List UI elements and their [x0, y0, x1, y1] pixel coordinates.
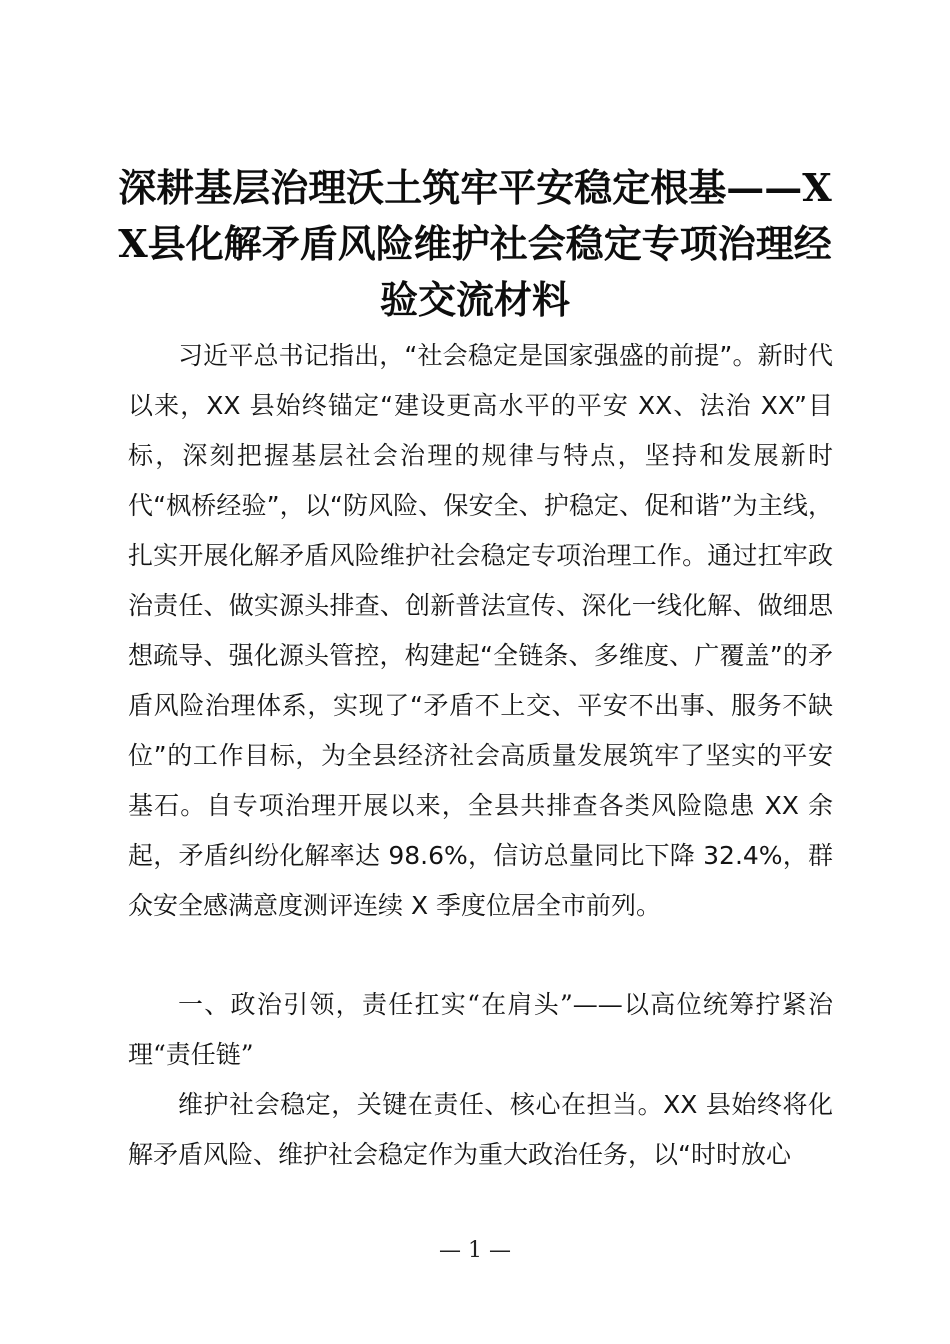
section-1-heading: 一、政治引领，责任扛实“在肩头”——以高位统筹拧紧治理“责任链”	[128, 990, 833, 1069]
intro-paragraph: 习近平总书记指出，“社会稳定是国家强盛的前提”。新时代以来，XX 县始终锚定“建设更高水平的平安 XX、法治 XX”目标，深刻把握基层社会治理的规律与特点，坚持和发展新时代“枫桥经验”，以“防风险、保安全、护稳定、促和谐”为主线，扎实开展化解矛盾风险维护社会稳定专项治理工作。通过扛牢政治责任、做实源头排查、创新普法宣传、深化一线化解、做细思想疏导、强化源头管控，构建起“全链条、多维度、广覆盖”的矛盾风险治理体系，实现了“矛盾不上交、平安不出事、服务不缺位”的工作目标，为全县经济社会高质量发展筑牢了坚实的平安基石。自专项治理开展以来，全县共排查各类风险隐患 XX 余起，矛盾纠纷化解率达 98.6%，信访总量同比下降 32.4%，群众安全感满意度测评连续 X 季度位居全市前列。	[128, 341, 833, 920]
document-title: 深耕基层治理沃土筑牢平安稳定根基——XX县化解矛盾风险维护社会稳定专项治理经验交流材料	[118, 165, 832, 322]
section-1-paragraph: 维护社会稳定，关键在责任、核心在担当。XX 县始终将化解矛盾风险、维护社会稳定作为重大政治任务，以“时时放心	[128, 1090, 833, 1169]
page-number: — 1 —	[439, 1238, 511, 1263]
